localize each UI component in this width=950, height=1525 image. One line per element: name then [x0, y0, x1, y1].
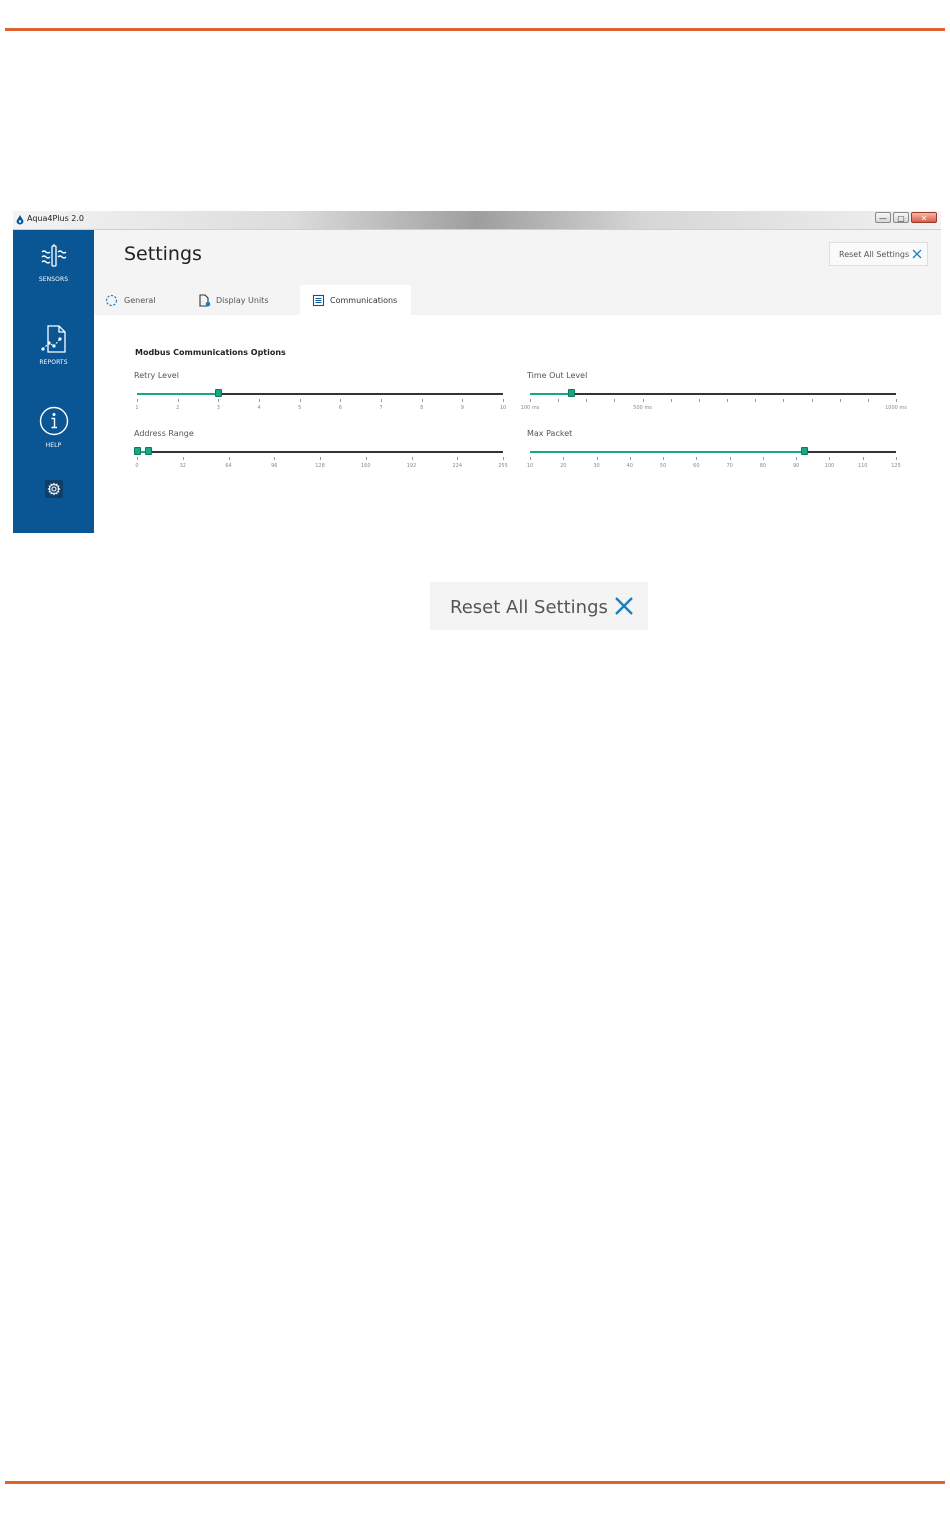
- slider-tick-label: 4: [257, 405, 261, 411]
- slider-tick: [503, 399, 504, 402]
- slider-tick: [218, 399, 219, 402]
- slider-tick: [462, 399, 463, 402]
- slider-fill: [530, 451, 804, 453]
- slider-handle[interactable]: [568, 389, 575, 397]
- slider-tick-label: 255: [498, 463, 508, 469]
- reports-icon: [39, 325, 69, 353]
- slider-track: [137, 393, 503, 395]
- slider-tick-label: 32: [179, 463, 186, 469]
- slider-tick-label: 1: [135, 405, 139, 411]
- slider-tick: [422, 399, 423, 402]
- slider-tick: [558, 399, 559, 402]
- app-window: [13, 211, 941, 533]
- slider-track: [137, 451, 503, 453]
- slider-tick-label: 2: [176, 405, 180, 411]
- slider-tick-label: 0: [135, 463, 139, 469]
- slider-tick-label: 3: [216, 405, 220, 411]
- slider-tick: [643, 399, 644, 402]
- slider-handle-min[interactable]: [134, 447, 141, 455]
- page-title: Settings: [124, 243, 202, 265]
- slider-tick: [840, 399, 841, 402]
- slider-tick: [896, 457, 897, 460]
- tab-communications[interactable]: [300, 285, 411, 315]
- slider-tick: [503, 457, 504, 460]
- slider-tick: [896, 399, 897, 402]
- gear-icon: [45, 480, 63, 498]
- slider-tick: [699, 399, 700, 402]
- slider-tick: [229, 457, 230, 460]
- max-packet-slider[interactable]: [526, 429, 901, 469]
- slider-tick-label: 8: [420, 405, 424, 411]
- slider-tick: [586, 399, 587, 402]
- slider-tick-label: 5: [298, 405, 302, 411]
- slider-tick: [563, 457, 564, 460]
- slider-track: [530, 451, 896, 453]
- slider-tick-label: 20: [560, 463, 567, 469]
- tab-display-units[interactable]: [198, 285, 298, 315]
- slider-tick-label: 80: [759, 463, 767, 469]
- slider-tick-label: 224: [452, 463, 463, 469]
- sidebar: [13, 230, 94, 533]
- tab-general[interactable]: [105, 285, 195, 315]
- title-bar: [13, 211, 941, 230]
- slider-tick: [178, 399, 179, 402]
- slider-tick-label: 10: [499, 405, 507, 411]
- slider-fill: [137, 393, 218, 395]
- reset-all-settings-button-zoomed[interactable]: [430, 582, 648, 630]
- communications-icon: [312, 294, 325, 307]
- slider-tick-label: 9: [460, 405, 464, 411]
- slider-tick: [783, 399, 784, 402]
- slider-tick: [868, 399, 869, 402]
- close-icon: [614, 596, 634, 616]
- slider-tick: [863, 457, 864, 460]
- sidebar-item-settings[interactable]: [13, 480, 94, 498]
- slider-tick-label: 125: [891, 463, 901, 469]
- sidebar-item-sensors[interactable]: [13, 244, 94, 283]
- slider-tick-label: 64: [225, 463, 232, 469]
- max-packet-label: Max Packet: [527, 429, 573, 438]
- close-icon: [912, 249, 922, 259]
- slider-tick-label: 6: [338, 405, 342, 411]
- slider-tick: [183, 457, 184, 460]
- slider-tick-label: 500 ms: [633, 405, 652, 411]
- reset-all-settings-button[interactable]: [829, 242, 928, 266]
- slider-tick: [300, 399, 301, 402]
- reset-all-settings-label-zoomed: Reset All Settings: [450, 597, 608, 618]
- slider-tick: [663, 457, 664, 460]
- slider-tick: [614, 399, 615, 402]
- slider-track: [530, 393, 896, 395]
- retry-level-slider[interactable]: [134, 371, 507, 411]
- settings-header: [94, 230, 941, 315]
- slider-tick: [530, 457, 531, 460]
- tab-communications-label: Communications: [330, 296, 398, 305]
- address-range-label: Address Range: [134, 429, 194, 438]
- slider-handle-max[interactable]: [145, 447, 152, 455]
- page-top-rule: [5, 28, 945, 31]
- tab-display-units-label: Display Units: [216, 296, 269, 305]
- slider-tick: [412, 457, 413, 460]
- slider-tick: [755, 399, 756, 402]
- slider-tick-label: 1000 ms: [885, 405, 907, 411]
- sidebar-label-reports: REPORTS: [39, 359, 68, 366]
- general-icon: [105, 294, 118, 307]
- slider-tick: [630, 457, 631, 460]
- slider-tick-label: 10: [526, 463, 534, 469]
- slider-tick-label: 50: [659, 463, 667, 469]
- close-window-button[interactable]: ✕: [911, 212, 937, 223]
- slider-tick: [796, 457, 797, 460]
- time-out-level-slider[interactable]: [520, 371, 907, 411]
- slider-tick: [829, 457, 830, 460]
- slider-tick: [597, 457, 598, 460]
- settings-active-indicator: [45, 480, 63, 498]
- reset-all-settings-label: Reset All Settings: [839, 250, 910, 259]
- slider-tick-label: 110: [857, 463, 868, 469]
- slider-tick-label: 60: [693, 463, 700, 469]
- slider-tick: [137, 399, 138, 402]
- slider-tick-label: 100: [824, 463, 835, 469]
- maximize-button[interactable]: ▢: [893, 212, 909, 223]
- retry-level-label: Retry Level: [134, 371, 179, 380]
- slider-fill: [530, 393, 571, 395]
- app-title: Aqua4Plus 2.0: [27, 214, 85, 223]
- sidebar-item-reports[interactable]: [13, 325, 94, 366]
- slider-tick-label: 70: [726, 463, 733, 469]
- slider-tick-label: 96: [271, 463, 278, 469]
- minimize-button[interactable]: —: [875, 212, 891, 223]
- info-icon: [39, 406, 69, 436]
- sidebar-label-help: HELP: [45, 442, 62, 449]
- slider-handle[interactable]: [801, 447, 808, 455]
- slider-tick-label: 30: [593, 463, 600, 469]
- address-range-slider[interactable]: [134, 429, 508, 469]
- slider-tick: [530, 399, 531, 402]
- slider-tick: [812, 399, 813, 402]
- slider-tick: [730, 457, 731, 460]
- slider-tick: [340, 399, 341, 402]
- slider-tick: [763, 457, 764, 460]
- slider-tick-label: 40: [626, 463, 633, 469]
- slider-tick: [274, 457, 275, 460]
- slider-tick: [457, 457, 458, 460]
- settings-content: [94, 230, 941, 533]
- slider-tick-label: 90: [792, 463, 800, 469]
- water-drop-icon: [16, 215, 24, 225]
- sidebar-item-help[interactable]: [13, 406, 94, 449]
- page-bottom-rule: [5, 1481, 945, 1484]
- slider-tick: [366, 457, 367, 460]
- time-out-level-label: Time Out Level: [527, 371, 588, 380]
- display-units-icon: [198, 294, 211, 307]
- slider-handle[interactable]: [215, 389, 222, 397]
- tab-general-label: General: [124, 296, 156, 305]
- slider-tick: [696, 457, 697, 460]
- slider-tick: [259, 399, 260, 402]
- slider-tick: [381, 399, 382, 402]
- section-title: Modbus Communications Options: [135, 348, 286, 357]
- slider-tick: [320, 457, 321, 460]
- sensors-icon: [39, 244, 69, 270]
- slider-tick: [137, 457, 138, 460]
- slider-tick-label: 100 ms: [520, 405, 540, 411]
- slider-tick-label: 7: [379, 405, 383, 411]
- slider-tick-label: 192: [406, 463, 417, 469]
- slider-tick: [727, 399, 728, 402]
- sidebar-label-sensors: SENSORS: [38, 276, 69, 283]
- slider-tick-label: 128: [315, 463, 325, 469]
- slider-tick: [671, 399, 672, 402]
- slider-tick-label: 160: [360, 463, 371, 469]
